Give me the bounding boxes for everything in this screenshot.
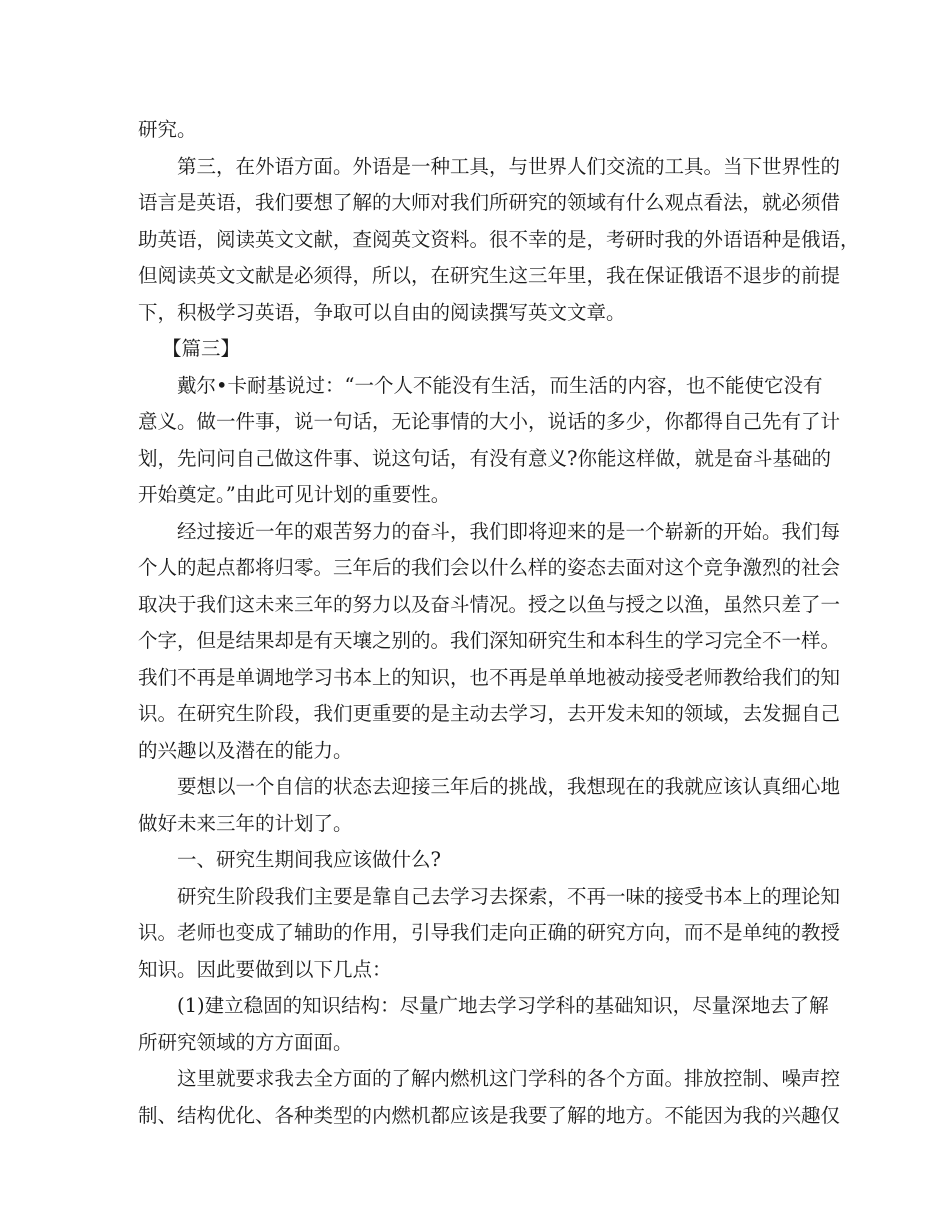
text-line: 我们不再是单调地学习书本上的知识，也不再是单单地被动接受老师教给我们的知: [138, 665, 841, 689]
paragraph-start-line: 第三，在外语方面。外语是一种工具，与世界人们交流的工具。当下世界性的: [177, 154, 841, 178]
text-line: 个字，但是结果却是有天壤之别的。我们深知研究生和本科生的学习完全不一样。: [138, 629, 841, 652]
document-body: [138, 112, 860, 1134]
text-line: 但阅读英文文献是必须得，所以，在研究生这三年里，我在保证俄语不退步的前提: [138, 264, 841, 287]
text-line: 的兴趣以及潜在的能力。: [138, 738, 353, 762]
text-line: 助英语，阅读英文文献，查阅英文资料。很不幸的是，考研时我的外语语种是俄语，: [138, 227, 860, 251]
text-line: 所研究领域的方方面面。: [138, 1030, 353, 1054]
subheading: 一、研究生期间我应该做什么?: [177, 848, 441, 871]
section-heading: 【篇三】: [162, 337, 241, 360]
text-line: 研究。: [138, 118, 197, 141]
text-line: 语言是英语，我们要想了解的大师对我们所研究的领域有什么观点看法，就必须借: [138, 191, 841, 214]
text-line: 做好未来三年的计划了。: [138, 811, 353, 835]
text-line: 制、结构优化、各种类型的内燃机都应该是我要了解的地方。不能因为我的兴趣仅: [138, 1103, 841, 1127]
numbered-point-line: (1)建立稳固的知识结构：尽量广地去学习学科的基础知识，尽量深地去了解: [177, 994, 829, 1017]
text-line: 意义。做一件事，说一句话，无论事情的大小，说话的多少，你都得自己先有了计: [138, 410, 841, 433]
paragraph-start-line: 戴尔•卡耐基说过：“一个人不能没有生活，而生活的内容，也不能使它没有: [177, 373, 823, 397]
text-line: 个人的起点都将归零。三年后的我们会以什么样的姿态去面对这个竞争激烈的社会: [138, 556, 841, 579]
text-line: 下，积极学习英语，争取可以自由的阅读撰写英文文章。: [138, 300, 626, 324]
paragraph-start-line: 研究生阶段我们主要是靠自己去学习去探索，不再一味的接受书本上的理论知: [177, 884, 841, 908]
paragraph-start-line: 经过接近一年的艰苦努力的奋斗，我们即将迎来的是一个崭新的开始。我们每: [177, 519, 841, 543]
text-line: 识。老师也变成了辅助的作用，引导我们走向正确的研究方向，而不是单纯的教授: [138, 921, 841, 944]
text-line: 识。在研究生阶段，我们更重要的是主动去学习，去开发未知的领域，去发掘自己: [138, 702, 841, 725]
paragraph-start-line: 这里就要求我去全方面的了解内燃机这门学科的各个方面。排放控制、噪声控: [177, 1067, 841, 1090]
text-line: 开始奠定。”由此可见计划的重要性。: [138, 483, 451, 506]
text-line: 取决于我们这未来三年的努力以及奋斗情况。授之以鱼与授之以渔，虽然只差了一: [138, 592, 841, 616]
paragraph-start-line: 要想以一个自信的状态去迎接三年后的挑战，我想现在的我就应该认真细心地: [177, 775, 841, 798]
text-line: 划，先问问自己做这件事、说这句话，有没有意义?你能这样做，就是奋斗基础的: [138, 446, 831, 470]
text-line: 知识。因此要做到以下几点：: [138, 957, 392, 981]
